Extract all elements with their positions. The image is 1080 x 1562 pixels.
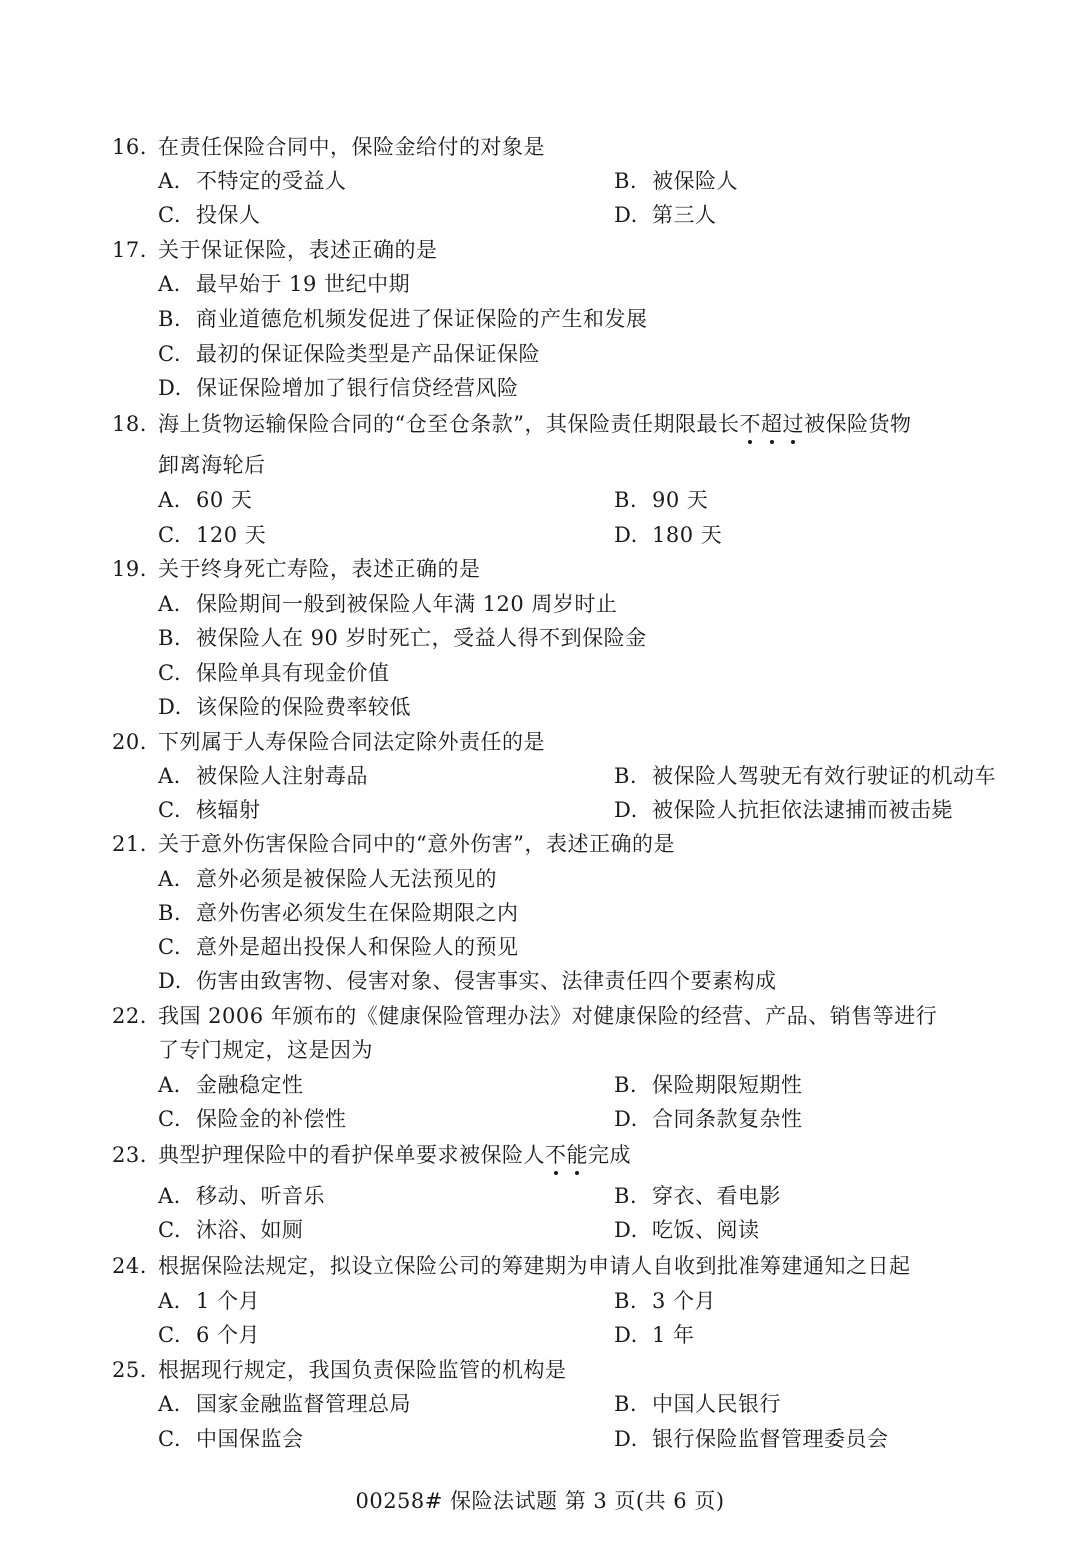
option-text: 1 年 — [652, 1323, 695, 1347]
option-d — [614, 795, 953, 825]
option-label: D. — [158, 969, 182, 993]
option-text: 国家金融监督管理总局 — [196, 1392, 411, 1416]
option-text: 被保险人 — [652, 169, 738, 193]
option-label: D. — [614, 523, 638, 547]
question-23 — [112, 1140, 631, 1170]
question-24 — [112, 1251, 911, 1281]
option-text: 移动、听音乐 — [196, 1184, 325, 1208]
option-b — [614, 1286, 716, 1316]
option-label: B. — [158, 307, 182, 331]
option-text: 该保险的保险费率较低 — [196, 695, 411, 719]
question-21 — [112, 829, 675, 859]
option-label: D. — [614, 1427, 638, 1451]
option-label: C. — [158, 661, 181, 685]
question-stem: 关于终身死亡寿险，表述正确的是 — [158, 557, 481, 581]
option-text: 最早始于 19 世纪中期 — [196, 272, 411, 296]
option-text: 最初的保证保险类型是产品保证保险 — [196, 342, 540, 366]
option-a — [158, 589, 617, 619]
question-number: 25. — [112, 1358, 147, 1382]
question-stem-continued: 了专门规定，这是因为 — [158, 1038, 373, 1062]
option-c — [158, 1424, 304, 1454]
option-text: 180 天 — [652, 523, 723, 547]
question-number: 19. — [112, 557, 147, 581]
question-20 — [112, 727, 545, 757]
option-text: 不特定的受益人 — [196, 169, 347, 193]
option-c — [158, 1320, 260, 1350]
question-number: 16. — [112, 135, 147, 159]
option-label: B. — [158, 626, 182, 650]
option-c — [158, 1104, 347, 1134]
option-c — [158, 520, 266, 550]
option-text: 保险金的补偿性 — [196, 1107, 347, 1131]
option-text: 银行保险监督管理委员会 — [652, 1427, 889, 1451]
option-label: C. — [158, 1323, 181, 1347]
option-text: 中国人民银行 — [652, 1392, 781, 1416]
question-18 — [112, 409, 911, 439]
option-c — [158, 200, 261, 230]
option-text: 保险期限短期性 — [652, 1073, 803, 1097]
option-label: D. — [614, 203, 638, 227]
option-text: 吃饭、阅读 — [652, 1218, 760, 1242]
option-text: 合同条款复杂性 — [652, 1107, 803, 1131]
option-b — [614, 1070, 803, 1100]
option-text: 意外必须是被保险人无法预见的 — [196, 867, 497, 891]
option-label: C. — [158, 798, 181, 822]
option-b — [158, 623, 647, 653]
option-d — [614, 1104, 803, 1134]
option-b — [158, 898, 519, 928]
option-a — [158, 485, 252, 515]
question-number: 22. — [112, 1004, 147, 1028]
question-number: 18. — [112, 412, 147, 436]
option-label: D. — [614, 1323, 638, 1347]
option-label: C. — [158, 1427, 181, 1451]
option-label: A. — [158, 272, 181, 296]
option-text: 第三人 — [652, 203, 717, 227]
question-stem: 关于意外伤害保险合同中的“意外伤害”，表述正确的是 — [158, 832, 675, 856]
option-a — [158, 1070, 304, 1100]
option-text: 3 个月 — [652, 1289, 717, 1313]
option-c — [158, 1215, 304, 1245]
option-text: 穿衣、看电影 — [652, 1184, 781, 1208]
question-stem: 下列属于人寿保险合同法定除外责任的是 — [158, 730, 545, 754]
option-text: 意外是超出投保人和保险人的预见 — [196, 935, 519, 959]
option-b — [614, 1389, 781, 1419]
option-label: C. — [158, 935, 181, 959]
option-text: 被保险人注射毒品 — [196, 764, 368, 788]
option-a — [158, 761, 368, 791]
option-text: 商业道德危机频发促进了保证保险的产生和发展 — [196, 307, 648, 331]
option-text: 保险单具有现金价值 — [196, 661, 390, 685]
option-a — [158, 269, 410, 299]
page-footer: 00258# 保险法试题 第 3 页(共 6 页) — [355, 1489, 725, 1513]
option-label: A. — [158, 169, 181, 193]
emphasis-char: 超 — [760, 412, 783, 436]
option-d — [614, 1215, 760, 1245]
question-number: 23. — [112, 1143, 147, 1167]
question-number: 17. — [112, 238, 147, 262]
option-d — [614, 200, 717, 230]
option-label: D. — [614, 1107, 638, 1131]
question-stem: 关于保证保险，表述正确的是 — [158, 238, 438, 262]
option-label: C. — [158, 1107, 181, 1131]
option-text: 被保险人抗拒依法逮捕而被击毙 — [652, 798, 953, 822]
option-text: 沐浴、如厕 — [196, 1218, 304, 1242]
emphasis-char: 过 — [782, 412, 804, 436]
option-label: A. — [158, 1184, 181, 1208]
option-b — [614, 166, 738, 196]
option-text: 金融稳定性 — [196, 1073, 304, 1097]
option-label: C. — [158, 342, 181, 366]
option-d — [614, 1320, 695, 1350]
option-c — [158, 932, 519, 962]
question-number: 24. — [112, 1254, 147, 1278]
option-text: 90 天 — [652, 488, 709, 512]
option-label: A. — [158, 1289, 181, 1313]
emphasis-char: 不 — [545, 1143, 567, 1167]
option-text: 意外伤害必须发生在保险期限之内 — [196, 901, 519, 925]
option-c — [158, 795, 261, 825]
option-label: C. — [158, 1218, 181, 1242]
option-text: 核辐射 — [196, 798, 261, 822]
question-16 — [112, 132, 545, 162]
option-text: 保险期间一般到被保险人年满 120 周岁时止 — [196, 592, 618, 616]
question-17 — [112, 235, 438, 265]
option-d — [158, 373, 519, 403]
option-label: D. — [158, 695, 182, 719]
option-label: D. — [158, 376, 182, 400]
question-stem-continued: 卸离海轮后 — [158, 453, 266, 477]
option-label: B. — [614, 1073, 638, 1097]
option-d — [158, 966, 777, 996]
option-text: 被保险人驾驶无有效行驶证的机动车 — [652, 764, 996, 788]
emphasis-char: 能 — [566, 1143, 588, 1167]
question-stem-part2: 被保险货物 — [803, 412, 912, 436]
option-b — [158, 304, 648, 334]
option-label: A. — [158, 592, 181, 616]
option-text: 中国保监会 — [196, 1427, 304, 1451]
option-label: B. — [614, 764, 638, 788]
option-text: 伤害由致害物、侵害对象、侵害事实、法律责任四个要素构成 — [196, 969, 777, 993]
option-a — [158, 1389, 411, 1419]
question-stem: 在责任保险合同中，保险金给付的对象是 — [158, 135, 545, 159]
option-text: 被保险人在 90 岁时死亡，受益人得不到保险金 — [196, 626, 647, 650]
option-label: B. — [614, 1289, 638, 1313]
question-number: 21. — [112, 832, 147, 856]
option-label: A. — [158, 764, 181, 788]
option-text: 1 个月 — [196, 1289, 261, 1313]
question-stem: 我国 2006 年颁布的《健康保险管理办法》对健康保险的经营、产品、销售等进行 — [158, 1004, 938, 1028]
option-text: 投保人 — [196, 203, 261, 227]
option-a — [158, 864, 497, 894]
option-b — [614, 1181, 781, 1211]
option-b — [614, 485, 708, 515]
option-label: A. — [158, 1073, 181, 1097]
question-number: 20. — [112, 730, 147, 754]
question-stem-part1: 海上货物运输保险合同的“仓至仓条款”，其保险责任期限最长 — [158, 412, 740, 436]
option-label: A. — [158, 1392, 181, 1416]
option-label: C. — [158, 523, 181, 547]
option-label: B. — [614, 1392, 638, 1416]
option-text: 60 天 — [196, 488, 253, 512]
option-text: 保证保险增加了银行信贷经营风险 — [196, 376, 519, 400]
emphasis-char: 不 — [739, 412, 761, 436]
question-19 — [112, 554, 481, 584]
option-label: A. — [158, 488, 181, 512]
question-stem-part2: 完成 — [588, 1143, 631, 1167]
option-text: 6 个月 — [196, 1323, 261, 1347]
option-d — [614, 520, 722, 550]
question-stem: 根据现行规定，我国负责保险监管的机构是 — [158, 1358, 567, 1382]
option-b — [614, 761, 996, 791]
option-label: D. — [614, 1218, 638, 1242]
option-c — [158, 339, 540, 369]
option-label: C. — [158, 203, 181, 227]
option-label: B. — [614, 1184, 638, 1208]
option-label: B. — [614, 169, 638, 193]
option-c — [158, 658, 390, 688]
question-22 — [112, 1001, 937, 1031]
option-label: B. — [158, 901, 182, 925]
question-stem: 根据保险法规定，拟设立保险公司的筹建期为申请人自收到批准筹建通知之日起 — [158, 1254, 911, 1278]
option-text: 120 天 — [196, 523, 267, 547]
option-label: A. — [158, 867, 181, 891]
question-25 — [112, 1355, 567, 1385]
option-label: B. — [614, 488, 638, 512]
option-a — [158, 1286, 260, 1316]
option-d — [614, 1424, 889, 1454]
question-stem-part1: 典型护理保险中的看护保单要求被保险人 — [158, 1143, 545, 1167]
option-d — [158, 692, 411, 722]
option-a — [158, 1181, 325, 1211]
option-label: D. — [614, 798, 638, 822]
option-a — [158, 166, 347, 196]
